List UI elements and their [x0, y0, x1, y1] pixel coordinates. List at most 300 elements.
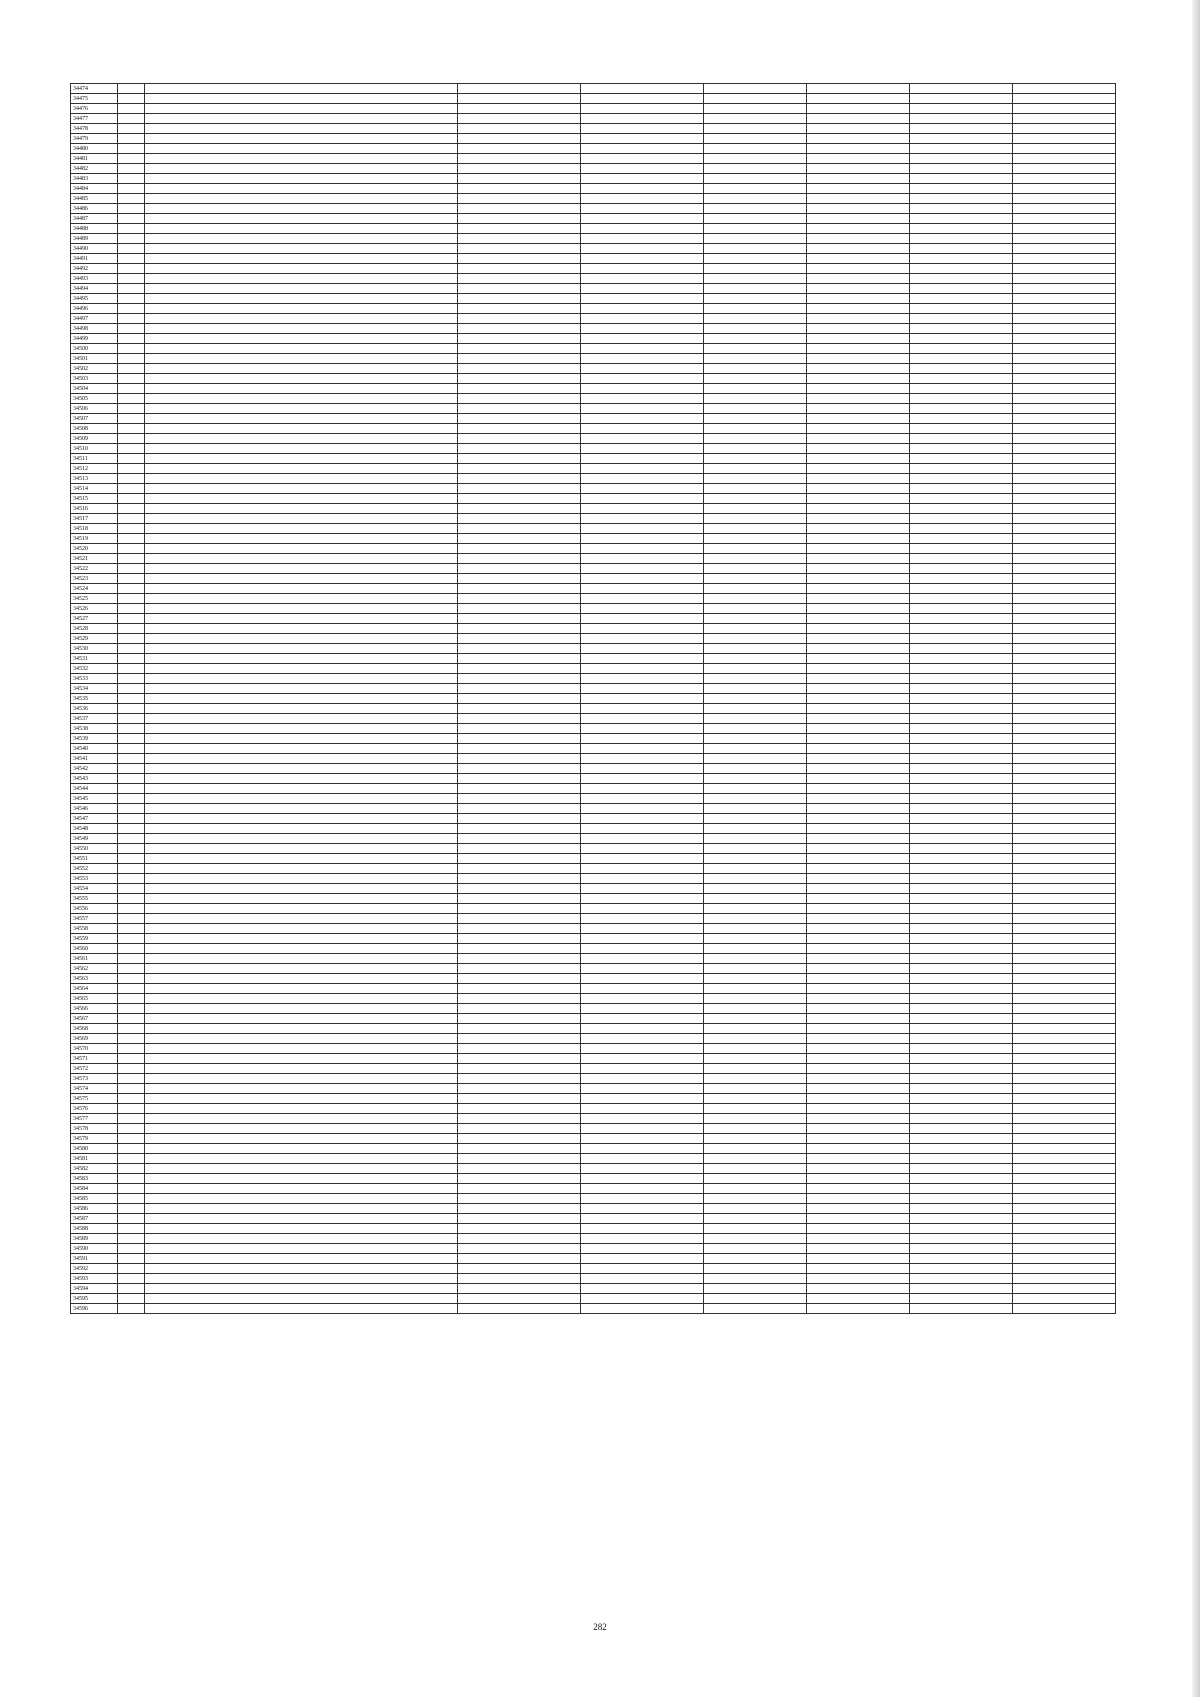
period-cell-1: [458, 674, 581, 684]
period-cell-6: [1013, 364, 1116, 374]
period-cell-1: [458, 564, 581, 574]
address-cell: [145, 114, 458, 124]
period-cell-6: [1013, 184, 1116, 194]
period-cell-2: [581, 204, 704, 214]
period-cell-5: [910, 314, 1013, 324]
period-cell-5: [910, 524, 1013, 534]
row-id-cell: 34594: [71, 1284, 118, 1294]
period-cell-6: [1013, 524, 1116, 534]
row-id-cell: 34487: [71, 214, 118, 224]
period-cell-5: [910, 914, 1013, 924]
table-row: [71, 984, 1116, 994]
period-cell-2: [581, 324, 704, 334]
period-cell-3: [704, 504, 807, 514]
period-cell-3: [704, 1244, 807, 1254]
period-cell-3: [704, 1044, 807, 1054]
table-row: [71, 1224, 1116, 1234]
row-number-cell: [118, 994, 145, 1004]
period-cell-2: [581, 414, 704, 424]
period-cell-4: [807, 144, 910, 154]
period-cell-3: [704, 904, 807, 914]
row-number-cell: [118, 424, 145, 434]
period-cell-5: [910, 264, 1013, 274]
period-cell-3: [704, 114, 807, 124]
period-cell-5: [910, 974, 1013, 984]
address-cell: [145, 434, 458, 444]
period-cell-2: [581, 814, 704, 824]
table-row: [71, 864, 1116, 874]
period-cell-1: [458, 504, 581, 514]
period-cell-1: [458, 274, 581, 284]
table-row: [71, 184, 1116, 194]
row-id-cell: 34518: [71, 524, 118, 534]
row-id-cell: 34517: [71, 514, 118, 524]
address-cell: [145, 794, 458, 804]
table-row: [71, 424, 1116, 434]
row-number-cell: [118, 484, 145, 494]
period-cell-5: [910, 294, 1013, 304]
scan-edge-shadow: [1192, 0, 1200, 1697]
row-id-cell: 34543: [71, 774, 118, 784]
row-number-cell: [118, 804, 145, 814]
period-cell-2: [581, 1174, 704, 1184]
period-cell-4: [807, 774, 910, 784]
period-cell-2: [581, 824, 704, 834]
period-cell-4: [807, 394, 910, 404]
period-cell-1: [458, 164, 581, 174]
row-id-cell: 34529: [71, 634, 118, 644]
period-cell-3: [704, 304, 807, 314]
period-cell-4: [807, 1124, 910, 1134]
table-row: [71, 1154, 1116, 1164]
period-cell-2: [581, 964, 704, 974]
period-cell-3: [704, 1184, 807, 1194]
table-row: [71, 1104, 1116, 1114]
table-row: [71, 794, 1116, 804]
period-cell-6: [1013, 824, 1116, 834]
period-cell-2: [581, 264, 704, 274]
period-cell-2: [581, 364, 704, 374]
address-cell: [145, 944, 458, 954]
row-number-cell: [118, 324, 145, 334]
row-number-cell: [118, 564, 145, 574]
row-number-cell: [118, 334, 145, 344]
period-cell-2: [581, 734, 704, 744]
row-id-cell: 34504: [71, 384, 118, 394]
period-cell-1: [458, 214, 581, 224]
row-number-cell: [118, 1294, 145, 1304]
table-row: [71, 764, 1116, 774]
row-number-cell: [118, 834, 145, 844]
period-cell-6: [1013, 194, 1116, 204]
period-cell-5: [910, 1284, 1013, 1294]
row-number-cell: [118, 854, 145, 864]
row-id-cell: 34586: [71, 1204, 118, 1214]
period-cell-2: [581, 1214, 704, 1224]
period-cell-4: [807, 654, 910, 664]
period-cell-5: [910, 1294, 1013, 1304]
table-row: [71, 724, 1116, 734]
period-cell-4: [807, 724, 910, 734]
period-cell-6: [1013, 844, 1116, 854]
table-row: [71, 814, 1116, 824]
period-cell-6: [1013, 674, 1116, 684]
period-cell-6: [1013, 464, 1116, 474]
period-cell-3: [704, 954, 807, 964]
period-cell-3: [704, 1094, 807, 1104]
period-cell-6: [1013, 1004, 1116, 1014]
row-id-cell: 34502: [71, 364, 118, 374]
row-id-cell: 34585: [71, 1194, 118, 1204]
address-cell: [145, 894, 458, 904]
period-cell-6: [1013, 1044, 1116, 1054]
row-id-cell: 34514: [71, 484, 118, 494]
period-cell-6: [1013, 884, 1116, 894]
table-row: [71, 394, 1116, 404]
period-cell-3: [704, 714, 807, 724]
period-cell-1: [458, 434, 581, 444]
table-row: [71, 1124, 1116, 1134]
period-cell-3: [704, 684, 807, 694]
address-cell: [145, 344, 458, 354]
table-row: [71, 104, 1116, 114]
period-cell-5: [910, 564, 1013, 574]
period-cell-2: [581, 544, 704, 554]
table-row: [71, 824, 1116, 834]
period-cell-4: [807, 1134, 910, 1144]
row-id-cell: 34567: [71, 1014, 118, 1024]
table-row: [71, 84, 1116, 94]
period-cell-1: [458, 294, 581, 304]
period-cell-5: [910, 814, 1013, 824]
address-cell: [145, 864, 458, 874]
period-cell-6: [1013, 1174, 1116, 1184]
period-cell-5: [910, 1174, 1013, 1184]
period-cell-1: [458, 544, 581, 554]
period-cell-1: [458, 244, 581, 254]
row-id-cell: 34541: [71, 754, 118, 764]
period-cell-5: [910, 304, 1013, 314]
row-number-cell: [118, 544, 145, 554]
period-cell-2: [581, 174, 704, 184]
period-cell-5: [910, 124, 1013, 134]
period-cell-6: [1013, 1094, 1116, 1104]
row-id-cell: 34593: [71, 1274, 118, 1284]
period-cell-1: [458, 524, 581, 534]
row-id-cell: 34477: [71, 114, 118, 124]
period-cell-6: [1013, 764, 1116, 774]
row-number-cell: [118, 584, 145, 594]
period-cell-1: [458, 174, 581, 184]
period-cell-1: [458, 754, 581, 764]
table-row: [71, 654, 1116, 664]
row-number-cell: [118, 194, 145, 204]
period-cell-5: [910, 624, 1013, 634]
period-cell-2: [581, 1284, 704, 1294]
period-cell-4: [807, 704, 910, 714]
row-number-cell: [118, 684, 145, 694]
period-cell-3: [704, 934, 807, 944]
address-cell: [145, 1164, 458, 1174]
period-cell-5: [910, 664, 1013, 674]
row-number-cell: [118, 454, 145, 464]
period-cell-5: [910, 194, 1013, 204]
period-cell-6: [1013, 504, 1116, 514]
period-cell-5: [910, 1154, 1013, 1164]
period-cell-4: [807, 1154, 910, 1164]
period-cell-1: [458, 464, 581, 474]
period-cell-1: [458, 1294, 581, 1304]
table-row: [71, 974, 1116, 984]
row-id-cell: 34582: [71, 1164, 118, 1174]
period-cell-3: [704, 784, 807, 794]
table-row: [71, 494, 1116, 504]
row-number-cell: [118, 1244, 145, 1254]
period-cell-4: [807, 354, 910, 364]
period-cell-3: [704, 314, 807, 324]
row-id-cell: 34560: [71, 944, 118, 954]
period-cell-5: [910, 444, 1013, 454]
address-cell: [145, 124, 458, 134]
period-cell-5: [910, 184, 1013, 194]
period-cell-4: [807, 754, 910, 764]
row-id-cell: 34515: [71, 494, 118, 504]
period-cell-3: [704, 454, 807, 464]
period-cell-4: [807, 1014, 910, 1024]
period-cell-1: [458, 774, 581, 784]
period-cell-5: [910, 384, 1013, 394]
row-number-cell: [118, 814, 145, 824]
period-cell-6: [1013, 944, 1116, 954]
row-number-cell: [118, 644, 145, 654]
period-cell-1: [458, 1214, 581, 1224]
row-number-cell: [118, 164, 145, 174]
row-id-cell: 34557: [71, 914, 118, 924]
period-cell-4: [807, 1144, 910, 1154]
period-cell-4: [807, 764, 910, 774]
address-cell: [145, 814, 458, 824]
period-cell-4: [807, 614, 910, 624]
period-cell-2: [581, 884, 704, 894]
period-cell-1: [458, 714, 581, 724]
period-cell-4: [807, 744, 910, 754]
address-cell: [145, 1014, 458, 1024]
table-row: [71, 904, 1116, 914]
address-cell: [145, 284, 458, 294]
period-cell-2: [581, 194, 704, 204]
table-row: [71, 964, 1116, 974]
row-id-cell: 34490: [71, 244, 118, 254]
period-cell-1: [458, 794, 581, 804]
row-number-cell: [118, 254, 145, 264]
period-cell-4: [807, 514, 910, 524]
period-cell-1: [458, 84, 581, 94]
table-row: [71, 1144, 1116, 1154]
table-row: [71, 414, 1116, 424]
row-id-cell: 34595: [71, 1294, 118, 1304]
period-cell-6: [1013, 784, 1116, 794]
period-cell-2: [581, 604, 704, 614]
period-cell-6: [1013, 1224, 1116, 1234]
period-cell-6: [1013, 174, 1116, 184]
period-cell-2: [581, 704, 704, 714]
table-row: [71, 354, 1116, 364]
period-cell-2: [581, 1264, 704, 1274]
period-cell-1: [458, 394, 581, 404]
period-cell-3: [704, 1124, 807, 1134]
period-cell-6: [1013, 544, 1116, 554]
row-number-cell: [118, 754, 145, 764]
period-cell-1: [458, 304, 581, 314]
row-id-cell: 34536: [71, 704, 118, 714]
period-cell-3: [704, 1114, 807, 1124]
row-number-cell: [118, 864, 145, 874]
period-cell-3: [704, 134, 807, 144]
address-cell: [145, 554, 458, 564]
period-cell-6: [1013, 654, 1116, 664]
period-cell-2: [581, 444, 704, 454]
period-cell-4: [807, 684, 910, 694]
period-cell-2: [581, 874, 704, 884]
table-row: [71, 1074, 1116, 1084]
table-row: [71, 1204, 1116, 1214]
period-cell-1: [458, 144, 581, 154]
row-number-cell: [118, 154, 145, 164]
period-cell-6: [1013, 224, 1116, 234]
period-cell-4: [807, 994, 910, 1004]
table-row: [71, 1294, 1116, 1304]
period-cell-6: [1013, 1064, 1116, 1074]
period-cell-5: [910, 1254, 1013, 1264]
address-cell: [145, 624, 458, 634]
row-id-cell: 34516: [71, 504, 118, 514]
address-cell: [145, 164, 458, 174]
period-cell-2: [581, 934, 704, 944]
period-cell-1: [458, 344, 581, 354]
period-cell-4: [807, 874, 910, 884]
table-row: [71, 244, 1116, 254]
period-cell-4: [807, 634, 910, 644]
row-number-cell: [118, 1024, 145, 1034]
period-cell-3: [704, 814, 807, 824]
period-cell-1: [458, 1254, 581, 1264]
period-cell-1: [458, 824, 581, 834]
period-cell-3: [704, 1004, 807, 1014]
row-id-cell: 34486: [71, 204, 118, 214]
period-cell-2: [581, 294, 704, 304]
table-row: [71, 1184, 1116, 1194]
row-id-cell: 34551: [71, 854, 118, 864]
address-cell: [145, 834, 458, 844]
period-cell-6: [1013, 484, 1116, 494]
period-cell-1: [458, 1234, 581, 1244]
period-cell-5: [910, 224, 1013, 234]
period-cell-2: [581, 714, 704, 724]
period-cell-3: [704, 214, 807, 224]
row-number-cell: [118, 934, 145, 944]
period-cell-1: [458, 204, 581, 214]
row-id-cell: 34549: [71, 834, 118, 844]
period-cell-5: [910, 1044, 1013, 1054]
period-cell-5: [910, 474, 1013, 484]
period-cell-1: [458, 554, 581, 564]
row-id-cell: 34501: [71, 354, 118, 364]
period-cell-4: [807, 1184, 910, 1194]
period-cell-5: [910, 1224, 1013, 1234]
period-cell-2: [581, 1204, 704, 1214]
period-cell-4: [807, 1064, 910, 1074]
table-row: [71, 384, 1116, 394]
period-cell-4: [807, 1244, 910, 1254]
period-cell-6: [1013, 564, 1116, 574]
row-number-cell: [118, 434, 145, 444]
period-cell-1: [458, 634, 581, 644]
period-cell-1: [458, 324, 581, 334]
address-cell: [145, 774, 458, 784]
row-id-cell: 34553: [71, 874, 118, 884]
row-number-cell: [118, 1284, 145, 1294]
row-id-cell: 34544: [71, 784, 118, 794]
table-row: [71, 214, 1116, 224]
period-cell-3: [704, 654, 807, 664]
row-number-cell: [118, 374, 145, 384]
period-cell-3: [704, 674, 807, 684]
period-cell-1: [458, 844, 581, 854]
period-cell-6: [1013, 294, 1116, 304]
row-number-cell: [118, 404, 145, 414]
period-cell-4: [807, 904, 910, 914]
period-cell-6: [1013, 864, 1116, 874]
address-cell: [145, 724, 458, 734]
period-cell-1: [458, 1224, 581, 1234]
period-cell-3: [704, 764, 807, 774]
period-cell-3: [704, 1214, 807, 1224]
table-row: [71, 294, 1116, 304]
period-cell-6: [1013, 494, 1116, 504]
table-row: [71, 194, 1116, 204]
period-cell-3: [704, 354, 807, 364]
table-row: [71, 1134, 1116, 1144]
period-cell-3: [704, 194, 807, 204]
row-id-cell: 34498: [71, 324, 118, 334]
period-cell-4: [807, 1194, 910, 1204]
period-cell-3: [704, 1274, 807, 1284]
period-cell-4: [807, 714, 910, 724]
period-cell-6: [1013, 954, 1116, 964]
period-cell-2: [581, 1254, 704, 1264]
period-cell-6: [1013, 794, 1116, 804]
row-id-cell: 34519: [71, 534, 118, 544]
period-cell-1: [458, 624, 581, 634]
period-cell-2: [581, 854, 704, 864]
table-row: [71, 324, 1116, 334]
period-cell-4: [807, 1224, 910, 1234]
period-cell-4: [807, 164, 910, 174]
period-cell-4: [807, 644, 910, 654]
period-cell-2: [581, 914, 704, 924]
row-number-cell: [118, 304, 145, 314]
period-cell-3: [704, 694, 807, 704]
period-cell-6: [1013, 694, 1116, 704]
table-row: [71, 704, 1116, 714]
period-cell-6: [1013, 904, 1116, 914]
period-cell-3: [704, 184, 807, 194]
period-cell-5: [910, 1134, 1013, 1144]
period-cell-4: [807, 464, 910, 474]
row-number-cell: [118, 554, 145, 564]
row-id-cell: 34531: [71, 654, 118, 664]
row-number-cell: [118, 114, 145, 124]
